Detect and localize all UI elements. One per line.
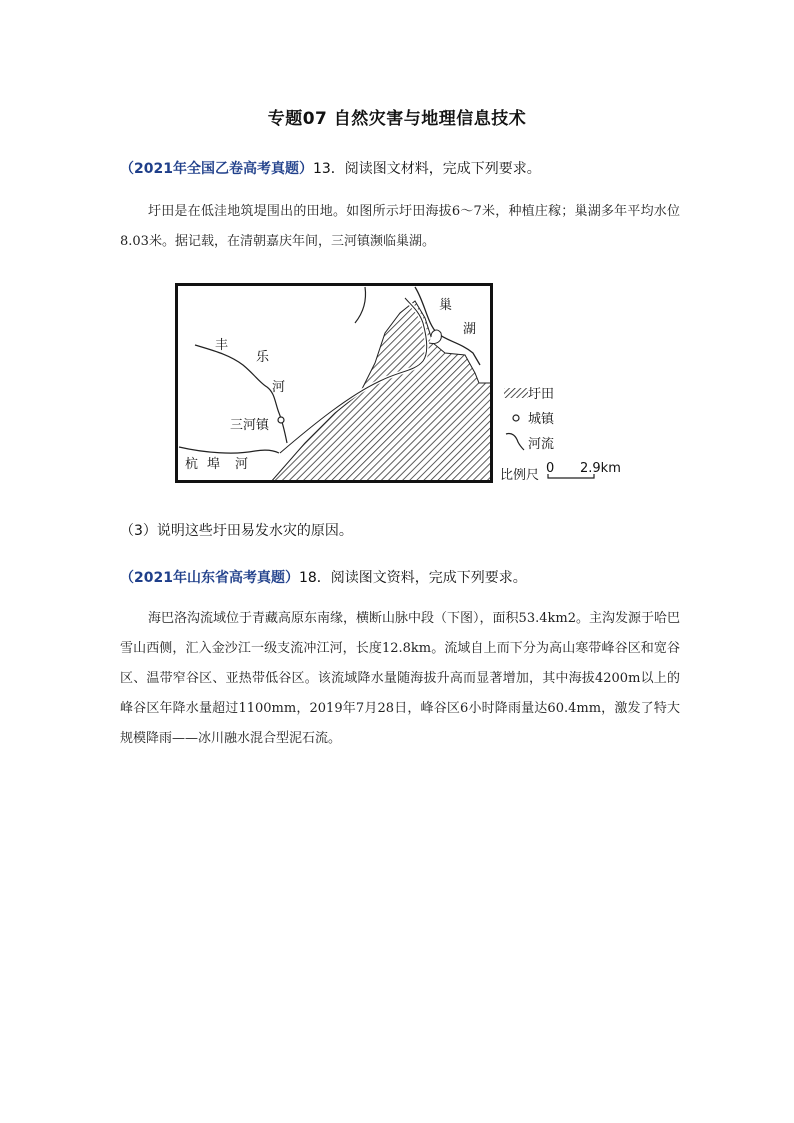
- question-18-source: （2021年山东省高考真题）: [120, 570, 299, 586]
- question-13-stem: 13．阅读图文材料，完成下列要求。: [312, 161, 541, 177]
- lake-inlet: [429, 330, 441, 343]
- label-lake-2: 湖: [463, 322, 477, 337]
- legend-river-label: 河流: [528, 437, 555, 452]
- upper-tributary: [355, 287, 366, 323]
- label-he-1: 河: [272, 380, 286, 395]
- legend-scale-label: 比例尺: [500, 468, 540, 483]
- label-le: 乐: [256, 350, 270, 365]
- legend-polder-swatch: [504, 388, 528, 398]
- label-town-sanhe: 三河镇: [230, 418, 270, 433]
- label-he-2: 河: [235, 457, 249, 472]
- label-feng: 丰: [215, 338, 229, 353]
- legend-polder-label: 圩田: [528, 387, 555, 402]
- polder-map-svg: [175, 283, 493, 483]
- page-title: 专题07 自然灾害与地理信息技术: [267, 109, 527, 129]
- polder-area: [270, 301, 491, 483]
- legend-scale-zero: 0: [546, 461, 555, 476]
- label-lake-1: 巢: [439, 298, 453, 313]
- legend-river-symbol: [506, 433, 524, 450]
- question-13-source: （2021年全国乙卷高考真题）: [120, 161, 313, 177]
- question-18-material: 海巴洛沟流域位于青藏高原东南缘，横断山脉中段（下图），面积53.4km2。主沟发源于哈巴雪山西侧，汇入金沙江一级支流冲江河，长度12.8km。流域自上而下分为高山寒带峰谷区和宽谷区、温带窄谷区、亚热带低谷区。该流域降水量随海拔升高而显著增加，其中海拔4200m以上的峰谷区年降水量超过1100mm，2019年7月28日，峰谷区6小时降雨量达60.4mm，激发了特大规模降雨——冰川融水混合型泥石流。: [120, 611, 680, 746]
- question-18-header: [120, 567, 527, 587]
- question-13-header: [120, 158, 541, 178]
- label-hang: 杭: [185, 457, 199, 472]
- label-bu: 埠: [207, 457, 221, 472]
- legend-scale-value: 2.9km: [580, 461, 621, 476]
- town-marker-sanhe: [278, 417, 284, 423]
- hangbu-river: [179, 447, 279, 453]
- polder-map: [175, 283, 493, 483]
- question-18-stem: 18．阅读图文资料，完成下列要求。: [298, 570, 527, 586]
- legend-town-symbol: [513, 415, 519, 421]
- legend-town-label: 城镇: [528, 412, 555, 427]
- question-13-material: 圩田是在低洼地筑堤围出的田地。如图所示圩田海拔6～7米，种植庄稼；巢湖多年平均水位8.03米。据记载，在清朝嘉庆年间，三河镇濒临巢湖。: [120, 204, 680, 249]
- subquestion-3: （3）说明这些圩田易发水灾的原因。: [120, 523, 353, 539]
- map-legend: [500, 380, 640, 490]
